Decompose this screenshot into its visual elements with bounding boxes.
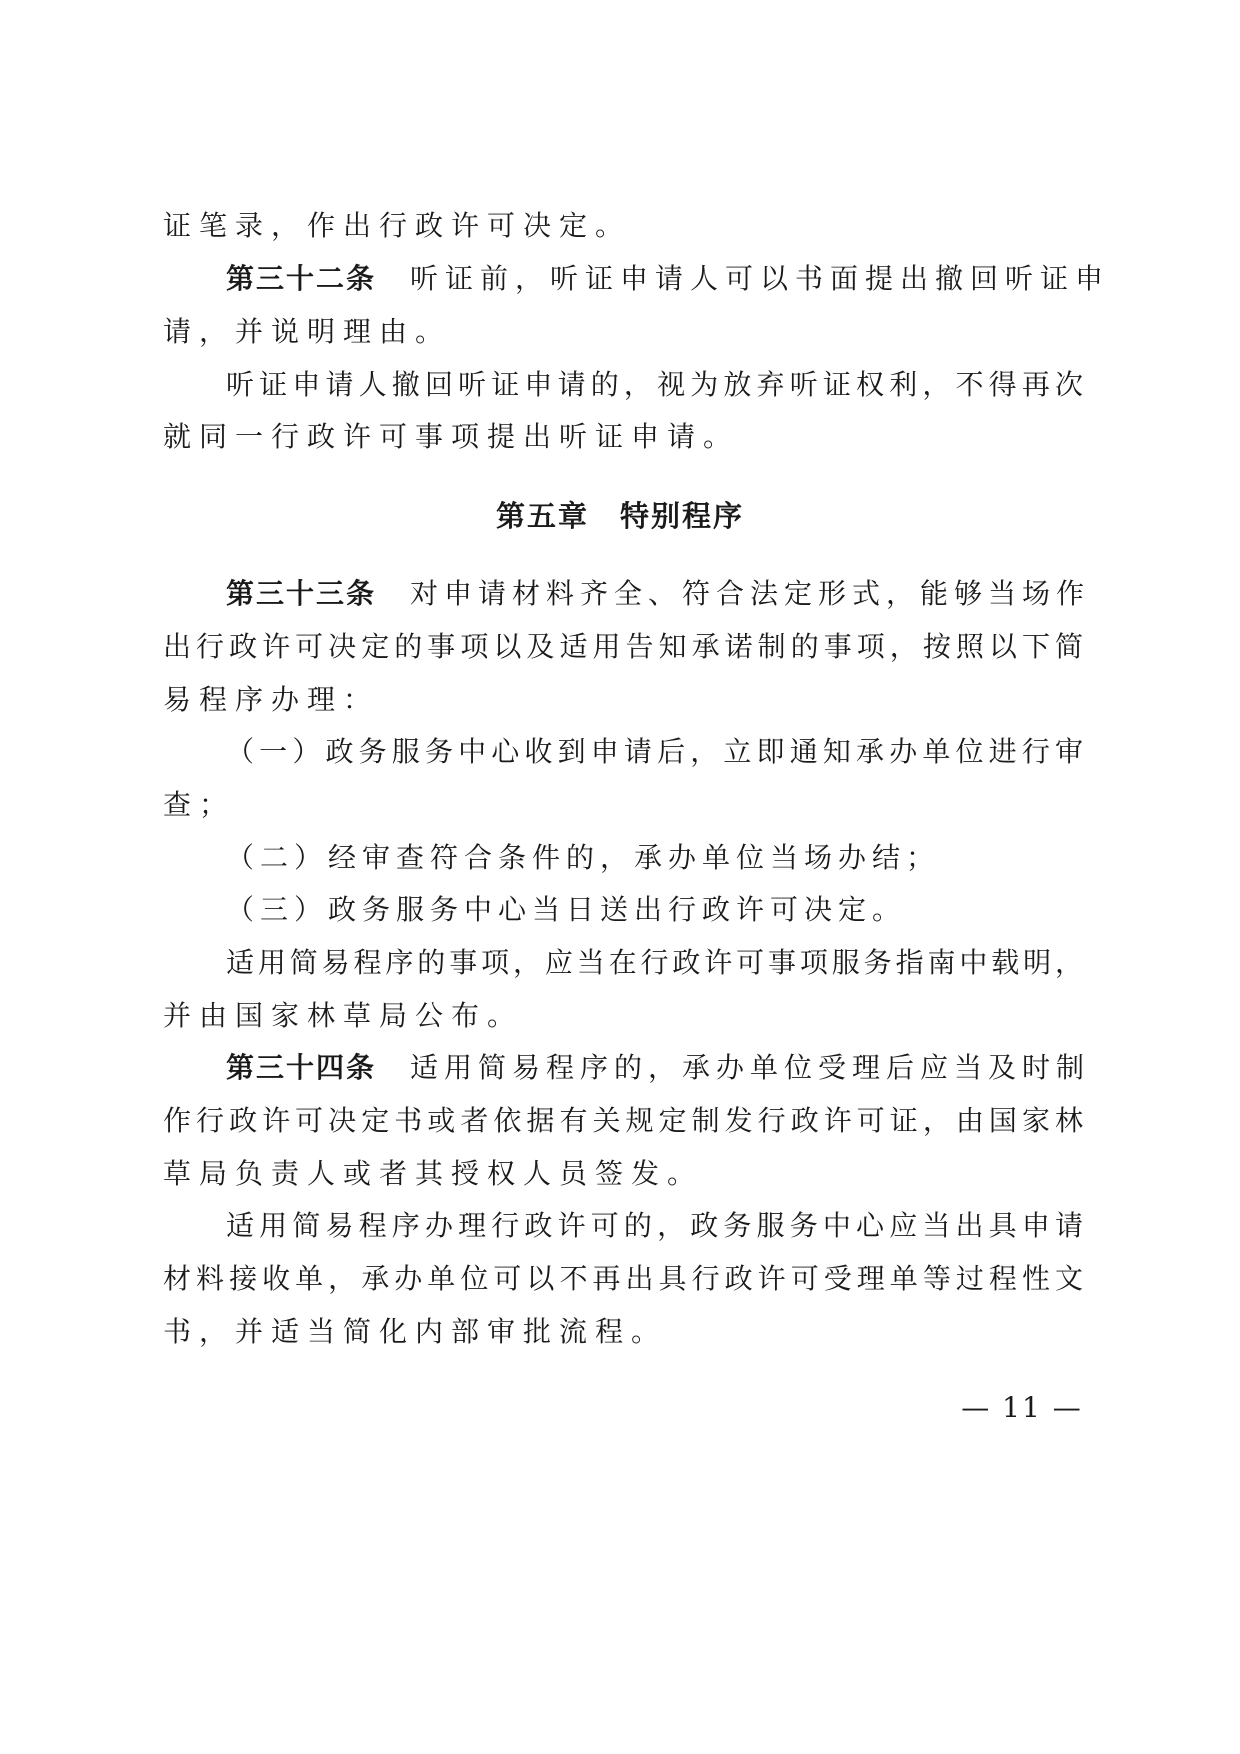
list-item: （二）经审查符合条件的，承办单位当场办结； bbox=[226, 841, 941, 874]
text-line: 材料接收单，承办单位可以不再出具行政许可受理单等过程性文 bbox=[163, 1262, 1083, 1295]
article-heading: 第三十三条 bbox=[226, 577, 377, 610]
text-line: 草局负责人或者其授权人员签发。 bbox=[163, 1157, 704, 1190]
article-33-first-line bbox=[226, 574, 1091, 614]
article-text: 适用简易程序的，承办单位受理后应当及时制 bbox=[410, 1051, 1091, 1084]
article-heading: 第三十四条 bbox=[226, 1051, 377, 1084]
text-line: 出行政许可决定的事项以及适用告知承诺制的事项，按照以下简 bbox=[163, 630, 1083, 663]
chapter-heading: 第五章 特别程序 bbox=[495, 499, 744, 533]
text-line: 就同一行政许可事项提出听证申请。 bbox=[163, 420, 740, 453]
text-line: 适用简易程序办理行政许可的，政务服务中心应当出具申请 bbox=[226, 1209, 1083, 1242]
article-34-first-line bbox=[226, 1048, 1091, 1088]
text-line: 并由国家林草局公布。 bbox=[163, 999, 524, 1032]
text-line: 书，并适当简化内部审批流程。 bbox=[163, 1315, 668, 1348]
text-line: 易程序办理： bbox=[163, 683, 380, 716]
list-item: （三）政务服务中心当日送出行政许可决定。 bbox=[226, 893, 907, 926]
list-item: （一）政务服务中心收到申请后，立即通知承办单位进行审 bbox=[226, 735, 1083, 768]
article-text: 对申请材料齐全、符合法定形式，能够当场作 bbox=[410, 577, 1091, 610]
article-heading: 第三十二条 bbox=[226, 262, 377, 295]
article-32-first-line bbox=[226, 259, 1111, 299]
page-number: — 11 — bbox=[961, 1391, 1083, 1424]
text-line: 查； bbox=[163, 788, 236, 821]
text-line: 请，并说明理由。 bbox=[163, 315, 452, 348]
text-line: 作行政许可决定书或者依据有关规定制发行政许可证，由国家林 bbox=[163, 1104, 1083, 1137]
text-line: 证笔录，作出行政许可决定。 bbox=[163, 209, 632, 242]
text-line: 听证申请人撤回听证申请的，视为放弃听证权利，不得再次 bbox=[226, 368, 1083, 401]
text-line: 适用简易程序的事项，应当在行政许可事项服务指南中载明， bbox=[226, 946, 1083, 979]
article-text: 听证前，听证申请人可以书面提出撤回听证申 bbox=[410, 262, 1111, 295]
